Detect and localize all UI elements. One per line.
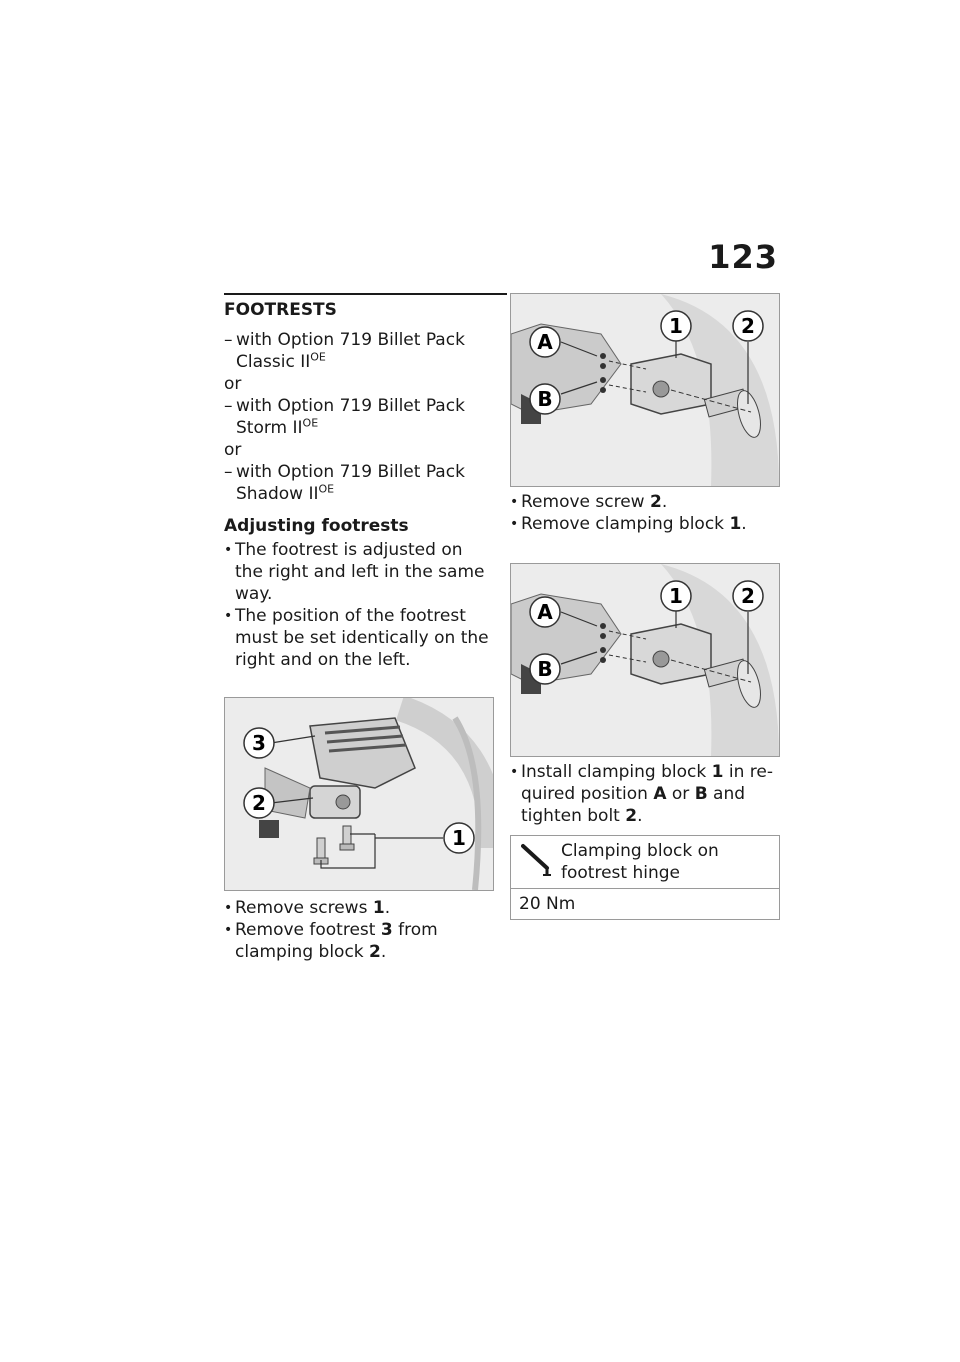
clamping-block-figure-1 xyxy=(510,293,780,487)
info-bullet: • The footrest is adjusted on the right and left in the same way. xyxy=(224,540,485,604)
torque-wrench-icon xyxy=(521,842,555,882)
dash: – xyxy=(224,462,233,482)
svg-text:1: 1 xyxy=(452,826,466,850)
info-bullet: • The position of the footrest must be set identically on the right and on the left. xyxy=(224,606,489,670)
svg-text:2: 2 xyxy=(252,791,266,815)
subheading: Adjusting footrests xyxy=(224,516,409,536)
callout-1 xyxy=(444,823,474,853)
right-column xyxy=(510,293,780,920)
step-remove-footrest: • Remove footrest 3 from clamping block 2. xyxy=(224,920,438,962)
condition-variant: Storm II xyxy=(236,418,303,438)
callout-3 xyxy=(244,728,274,758)
left-column xyxy=(224,293,507,963)
callout-1 xyxy=(661,311,691,341)
bullet-dot: • xyxy=(224,542,233,558)
svg-text:1: 1 xyxy=(669,584,683,608)
condition-item xyxy=(224,461,507,505)
section-rule xyxy=(224,293,507,295)
condition-item xyxy=(224,329,507,373)
condition-variant: Classic II xyxy=(236,352,311,372)
dash: – xyxy=(224,396,233,416)
svg-text:B: B xyxy=(537,657,553,681)
svg-text:A: A xyxy=(537,600,553,624)
callout-B xyxy=(530,654,560,684)
step-remove-screw: • Remove screw 2. xyxy=(510,492,668,512)
clamping-block-illustration xyxy=(511,564,779,756)
step-install-clamping-block: • Install clamping block 1 in re- quired position A or B and tighten bolt 2. xyxy=(510,762,773,826)
torque-spec-box xyxy=(510,835,780,920)
svg-text:2: 2 xyxy=(741,314,755,338)
or-text: or xyxy=(224,440,242,460)
torque-value: 20 Nm xyxy=(519,894,576,914)
callout-A xyxy=(530,327,560,357)
footrest-figure xyxy=(224,697,494,891)
callout-B xyxy=(530,384,560,414)
dash: – xyxy=(224,330,233,350)
footrest-illustration xyxy=(225,698,493,890)
clamping-block-illustration xyxy=(511,294,779,486)
step-remove-clamping-block: • Remove clamping block 1. xyxy=(510,514,747,534)
oe-superscript: OE xyxy=(318,482,335,496)
page-number: 123 xyxy=(708,238,778,276)
condition-variant: Shadow II xyxy=(236,484,319,504)
condition-line: with Option 719 Billet Pack xyxy=(236,330,465,350)
svg-text:B: B xyxy=(537,387,553,411)
torque-label-line: Clamping block on xyxy=(561,841,719,861)
condition-line: with Option 719 Billet Pack xyxy=(236,462,465,482)
svg-text:2: 2 xyxy=(741,584,755,608)
bullet-dot: • xyxy=(224,608,233,624)
callout-2 xyxy=(733,311,763,341)
step-remove-screws: • Remove screws 1. xyxy=(224,898,391,918)
clamping-block-figure-2 xyxy=(510,563,780,757)
svg-text:1: 1 xyxy=(669,314,683,338)
oe-superscript: OE xyxy=(310,350,326,364)
torque-label-line: footrest hinge xyxy=(561,863,680,883)
or-text: or xyxy=(224,374,242,394)
svg-text:3: 3 xyxy=(252,731,266,755)
callout-2 xyxy=(733,581,763,611)
condition-line: with Option 719 Billet Pack xyxy=(236,396,465,416)
callout-1 xyxy=(661,581,691,611)
torque-spec-header xyxy=(511,836,779,889)
condition-item xyxy=(224,395,507,439)
svg-text:A: A xyxy=(537,330,553,354)
callout-A xyxy=(530,597,560,627)
callout-2 xyxy=(244,788,274,818)
section-title: FOOTRESTS xyxy=(224,300,337,320)
oe-superscript: OE xyxy=(302,416,319,430)
